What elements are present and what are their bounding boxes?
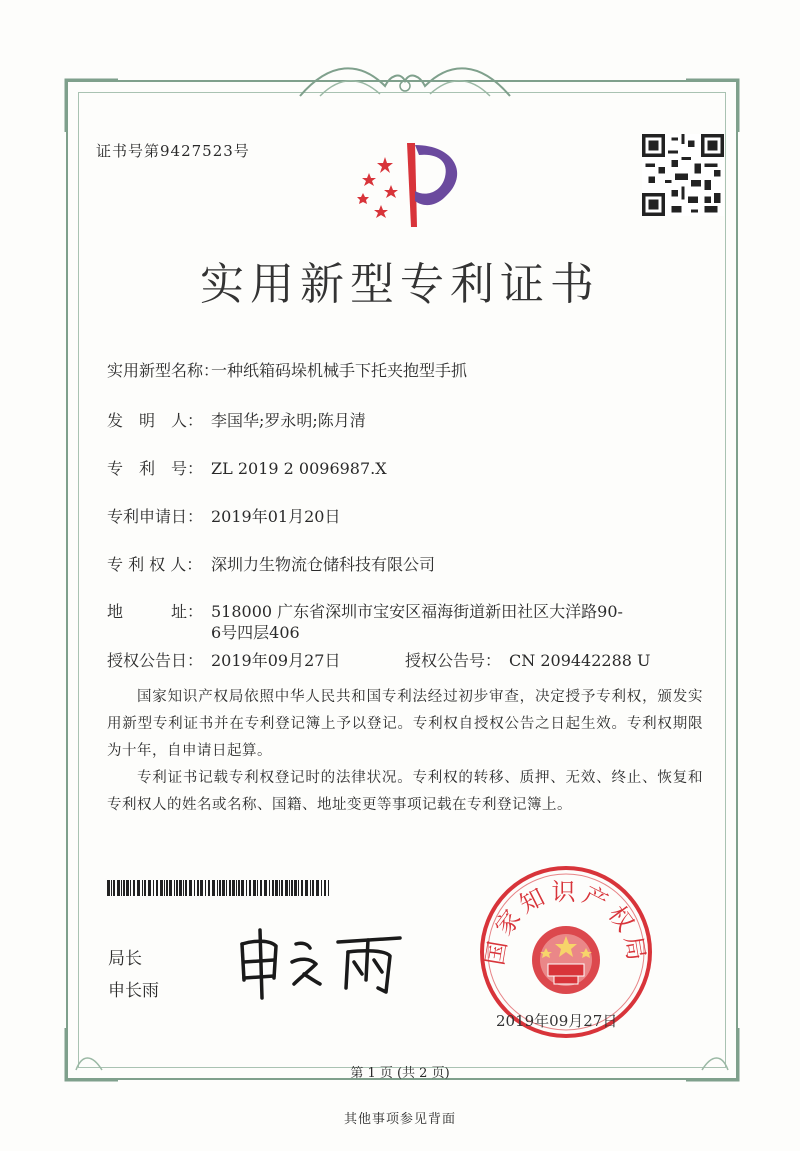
field-address	[107, 599, 623, 622]
field-patentee	[107, 552, 435, 575]
top-ornament-icon	[290, 56, 520, 106]
field-label: 实用新型名称：	[107, 361, 220, 380]
field-value: ZL 2019 2 0096987.X	[211, 459, 387, 478]
corner-ornament-icon	[62, 76, 122, 136]
director-name: 申长雨	[108, 981, 159, 1001]
field-value: 一种纸箱码垛机械手下托夹抱型手抓	[211, 361, 468, 380]
seal-text: 国家知识产权局	[480, 878, 652, 968]
field-label: 专 利 号：	[107, 459, 204, 478]
field-value: 2019年01月20日	[211, 507, 341, 526]
field-utility-model-name	[107, 358, 467, 381]
certificate-title: 实用新型专利证书	[200, 259, 600, 310]
national-emblem-icon	[532, 926, 600, 994]
field-grant-date	[107, 648, 340, 671]
field-grant-number	[405, 648, 651, 671]
field-value: CN 209442288 U	[509, 651, 651, 670]
field-address-line2: 6号四层406	[211, 623, 300, 642]
director-title: 局长	[108, 949, 142, 969]
field-value: 518000 广东省深圳市宝安区福海街道新田社区大洋路90-	[211, 602, 623, 621]
page-number: 第 1 页 (共 2 页)	[350, 1066, 450, 1081]
field-label: 授权公告日：	[107, 651, 204, 670]
seal-date: 2019年09月27日	[496, 1012, 618, 1030]
handwritten-signature	[230, 922, 430, 1002]
field-inventor	[107, 408, 366, 431]
body-paragraph-1: 国家知识产权局依照中华人民共和国专利法经过初步审查，决定授予专利权，颁发实用新型专利证书并在专利登记簿上予以登记。专利权自授权公告之日起生效。专利权期限为十年，自申请日起算。	[107, 689, 703, 759]
field-label: 授权公告号：	[405, 651, 502, 670]
barcode-icon	[107, 880, 329, 896]
back-note: 其他事项参见背面	[343, 1112, 456, 1127]
body-paragraph-2: 专利证书记载专利权登记时的法律状况。专利权的转移、质押、无效、终止、恢复和专利权人的姓名或名称、国籍、地址变更等事项记载在专利登记簿上。	[107, 770, 703, 813]
field-value: 李国华;罗永明;陈月清	[211, 411, 366, 430]
field-value: 深圳力生物流仓储科技有限公司	[211, 555, 436, 574]
patent-office-logo-icon	[345, 135, 475, 235]
field-patent-number	[107, 456, 387, 479]
certificate-number: 证书号第9427523号	[96, 142, 250, 160]
field-value: 2019年09月27日	[211, 651, 341, 670]
field-label: 专 利 权 人：	[107, 555, 203, 574]
field-label: 发 明 人：	[107, 411, 204, 430]
field-label: 地 址：	[107, 602, 204, 621]
field-label: 专利申请日：	[107, 507, 204, 526]
qr-code-icon	[642, 134, 724, 216]
corner-ornament-icon	[682, 76, 742, 136]
field-application-date	[107, 504, 340, 527]
